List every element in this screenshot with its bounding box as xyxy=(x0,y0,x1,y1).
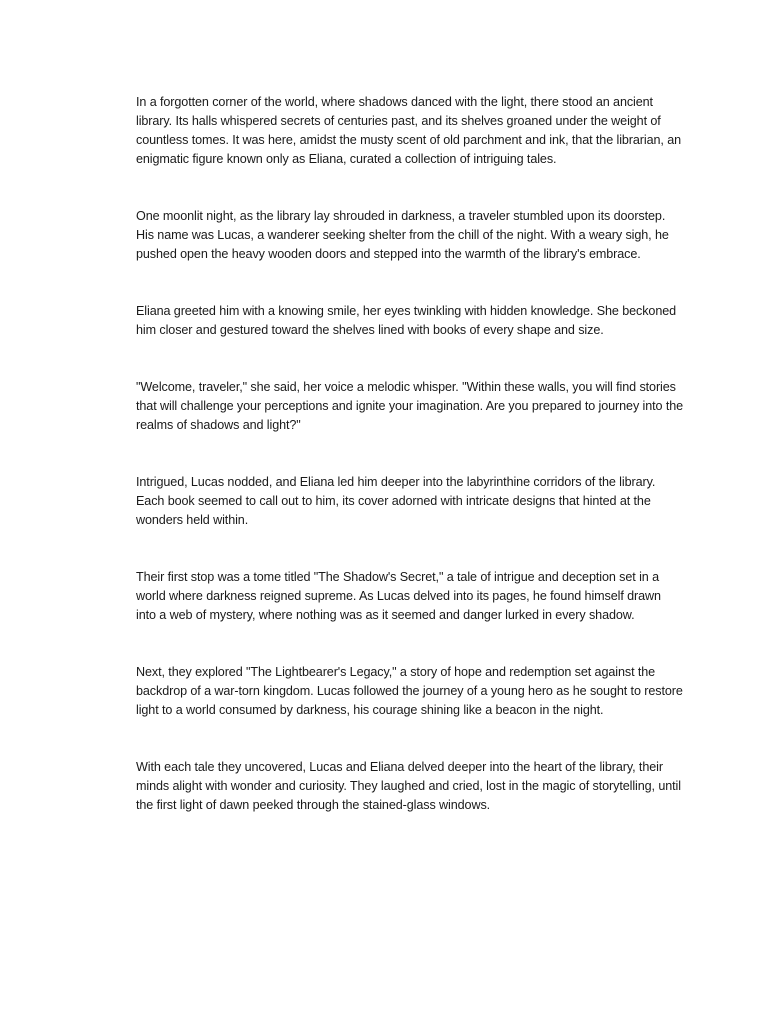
paragraph-6: Their first stop was a tome titled "The Shadow's Secret," a tale of intrigue and deception set in a world where darkness reigned supreme. As Lucas delved into its pages, he found himself drawn into a web of mystery, where nothing was as it seemed and danger lurked in every shadow. xyxy=(136,570,661,622)
paragraph-7: Next, they explored "The Lightbearer's Legacy," a story of hope and redemption set against the backdrop of a war-torn kingdom. Lucas followed the journey of a young hero as he sought to restore light to a world consumed by darkness, his courage shining like a beacon in the night. xyxy=(136,665,683,717)
paragraph-8: With each tale they uncovered, Lucas and Eliana delved deeper into the heart of the library, their minds alight with wonder and curiosity. They laughed and cried, lost in the magic of storytelling, until the first light of dawn peeked through the stained-glass windows. xyxy=(136,760,681,812)
paragraph-2: One moonlit night, as the library lay shrouded in darkness, a traveler stumbled upon its doorstep. His name was Lucas, a wanderer seeking shelter from the chill of the night. With a weary sigh, he pushed open the heavy wooden doors and stepped into the warmth of the library's embrace. xyxy=(136,209,669,261)
paragraph-5: Intrigued, Lucas nodded, and Eliana led him deeper into the labyrinthine corridors of the library. Each book seemed to call out to him, its cover adorned with intricate designs that hinted at the wonders held within. xyxy=(136,475,656,527)
paragraph-3: Eliana greeted him with a knowing smile, her eyes twinkling with hidden knowledge. She beckoned him closer and gestured toward the shelves lined with books of every shape and size. xyxy=(136,304,677,337)
paragraph-4: "Welcome, traveler," she said, her voice a melodic whisper. "Within these walls, you will find stories that will challenge your perceptions and ignite your imagination. Are you prepared to journey into the realms of shadows and light?" xyxy=(136,380,684,432)
paragraph-1: In a forgotten corner of the world, where shadows danced with the light, there stood an ancient library. Its halls whispered secrets of centuries past, and its shelves groaned under the weight of countless tomes. It was here, amidst the musty scent of old parchment and ink, that the librarian, an enigmatic figure known only as Eliana, curated a collection of intriguing tales. xyxy=(136,95,682,166)
document-body xyxy=(136,93,684,815)
